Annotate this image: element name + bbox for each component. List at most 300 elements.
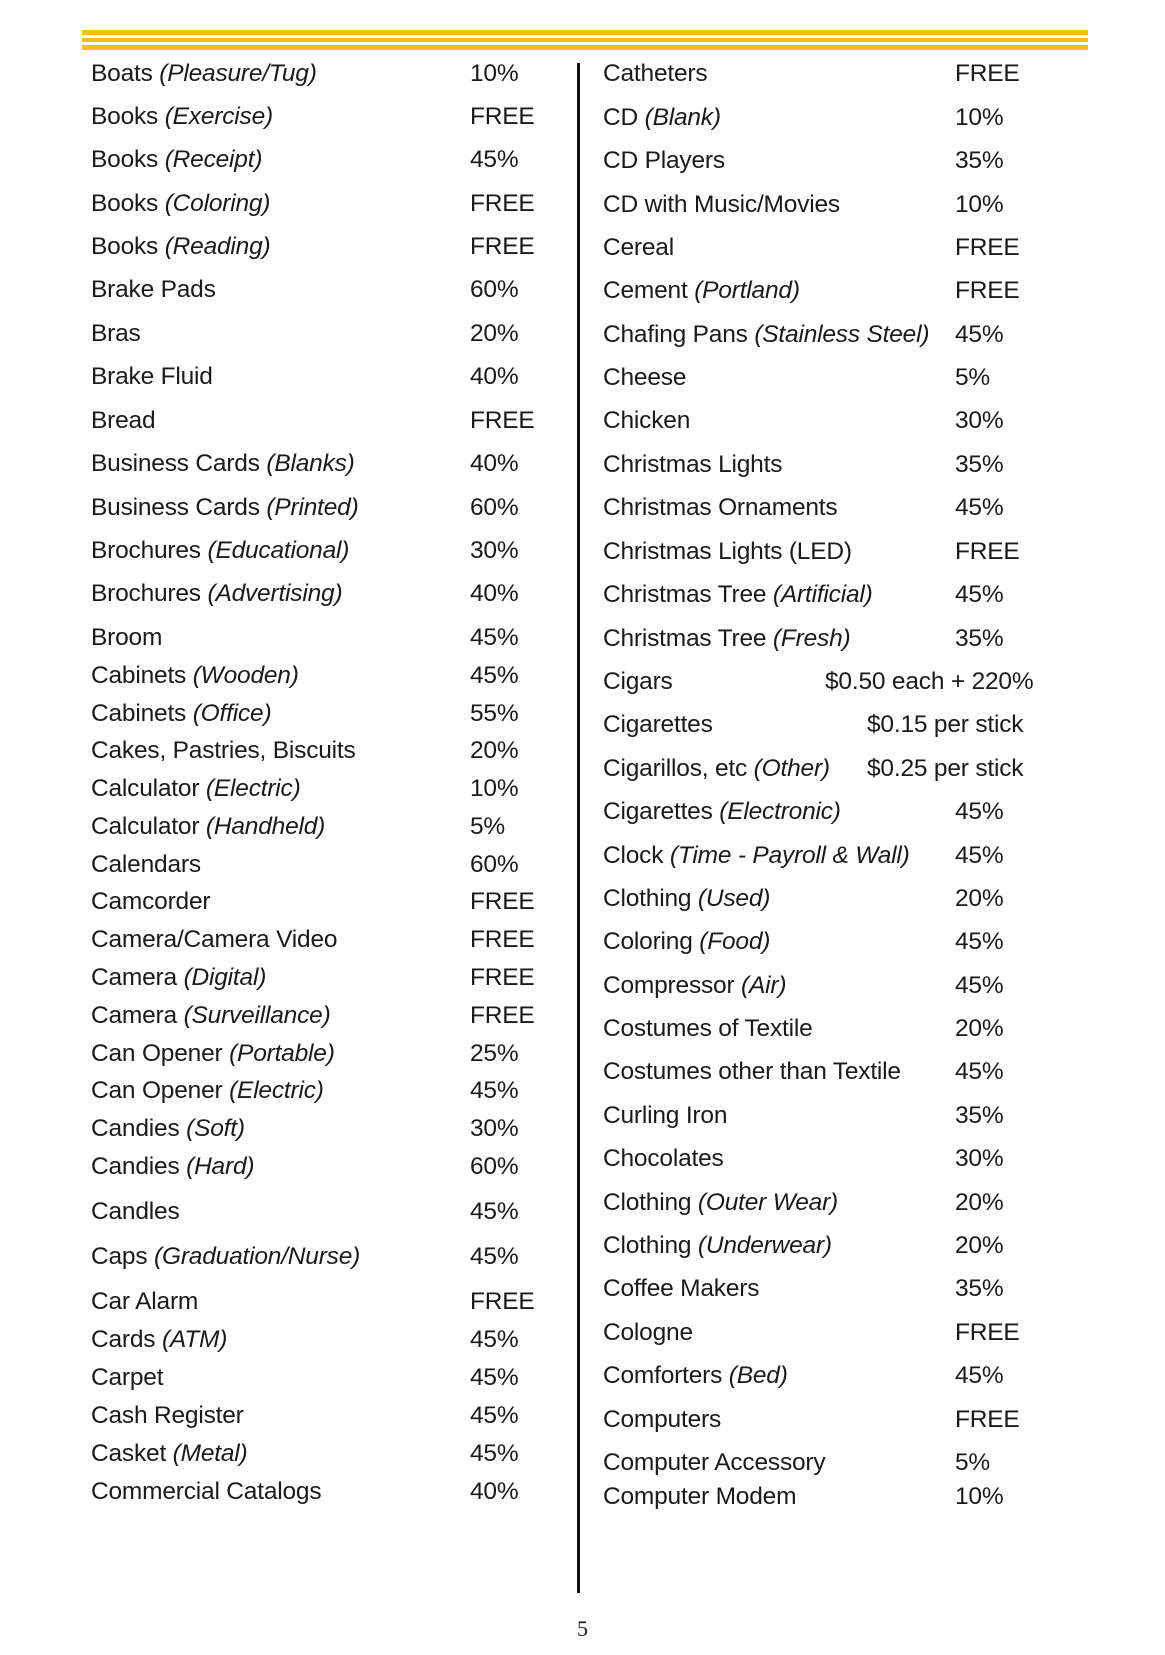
item-name: [603, 1229, 832, 1263]
item-name: [91, 772, 301, 806]
item-name: [603, 231, 674, 265]
item-name: [91, 1074, 324, 1108]
list-item: [91, 360, 561, 394]
list-item: [603, 578, 1073, 612]
list-item: [91, 1150, 561, 1184]
item-label: CD with Music/Movies: [603, 191, 840, 218]
item-label: Candies: [91, 1115, 180, 1142]
list-item: [603, 622, 1073, 656]
item-label: Cement: [603, 277, 688, 304]
item-rate: 30%: [955, 407, 1004, 434]
item-label: Brake Fluid: [91, 363, 213, 390]
list-item: [91, 734, 561, 768]
item-qualifier: (Portland): [694, 277, 800, 304]
list-item: [91, 1074, 561, 1108]
item-name: [603, 882, 770, 916]
item-qualifier: (Receipt): [164, 146, 263, 173]
item-name: [603, 274, 800, 308]
item-label: Catheters: [603, 60, 708, 87]
item-name: [603, 144, 725, 178]
list-item: [603, 1099, 1073, 1133]
item-rate: FREE: [470, 1002, 535, 1029]
item-name: [91, 273, 216, 307]
item-rate: 40%: [470, 450, 519, 477]
item-rate: FREE: [470, 1288, 535, 1315]
item-rate: FREE: [955, 538, 1020, 565]
item-qualifier: (Educational): [207, 537, 350, 564]
item-rate: 30%: [470, 1115, 519, 1142]
item-name: [603, 404, 690, 438]
item-rate: 45%: [470, 1326, 519, 1353]
item-name: [91, 404, 155, 438]
item-label: Chicken: [603, 407, 691, 434]
item-label: Camera: [91, 1002, 177, 1029]
item-qualifier: (Time - Payroll & Wall): [669, 842, 910, 869]
list-item: [91, 848, 561, 882]
item-name: [91, 577, 342, 611]
item-name: [91, 491, 359, 525]
list-item: [91, 491, 561, 525]
item-qualifier: (Air): [741, 972, 787, 999]
item-rate: 45%: [955, 321, 1004, 348]
item-name: [603, 622, 850, 656]
header-rule-line: [82, 45, 1088, 50]
item-name: [91, 885, 210, 919]
item-label: Brochures: [91, 580, 201, 607]
list-item: [91, 577, 561, 611]
header-rule: [82, 30, 1088, 52]
item-label: Cash Register: [91, 1402, 244, 1429]
item-qualifier: (Exercise): [164, 103, 273, 130]
item-label: Computer Modem: [603, 1483, 797, 1510]
list-item: [91, 810, 561, 844]
item-rate: FREE: [470, 103, 535, 130]
item-label: Calendars: [91, 851, 201, 878]
item-name: [91, 1437, 248, 1471]
item-rate: 5%: [955, 1449, 991, 1476]
header-rule-line: [82, 38, 1088, 42]
item-name: [91, 1195, 180, 1229]
list-item: [603, 448, 1073, 482]
item-qualifier: (Hard): [186, 1153, 255, 1180]
item-label: Clothing: [603, 1189, 692, 1216]
list-item: [603, 491, 1073, 525]
list-item: [91, 1285, 561, 1319]
item-label: Books: [91, 233, 159, 260]
item-rate: 10%: [955, 1483, 1004, 1510]
list-item: [91, 100, 561, 134]
item-qualifier: (Outer Wear): [697, 1189, 838, 1216]
item-rate: FREE: [955, 1319, 1020, 1346]
header-rule-line: [82, 30, 1088, 35]
item-rate: FREE: [470, 190, 535, 217]
item-name: [603, 752, 830, 786]
item-label: Chafing Pans: [603, 321, 748, 348]
item-label: Books: [91, 146, 159, 173]
list-item: [91, 659, 561, 693]
item-label: Cigarettes: [603, 711, 713, 738]
item-label: Clothing: [603, 1232, 692, 1259]
list-item: [603, 144, 1073, 178]
item-name: [603, 188, 840, 222]
item-rate: 45%: [955, 842, 1004, 869]
item-label: Brochures: [91, 537, 201, 564]
item-name: [603, 665, 673, 699]
item-label: Car Alarm: [91, 1288, 199, 1315]
list-item: [603, 882, 1073, 916]
item-qualifier: (Metal): [172, 1440, 248, 1467]
item-rate: 35%: [955, 451, 1004, 478]
item-qualifier: (Wooden): [192, 662, 299, 689]
item-rate: 45%: [470, 662, 519, 689]
item-qualifier: (Blank): [644, 104, 721, 131]
list-item: [91, 1475, 561, 1509]
item-label: Cabinets: [91, 662, 187, 689]
item-label: Computer Accessory: [603, 1449, 826, 1476]
item-rate: FREE: [955, 60, 1020, 87]
item-rate: 45%: [470, 1402, 519, 1429]
item-rate: 20%: [470, 320, 519, 347]
item-label: Curling Iron: [603, 1102, 728, 1129]
item-name: [91, 1361, 163, 1395]
list-item: [91, 621, 561, 655]
item-name: [91, 447, 355, 481]
list-item: [603, 1446, 1073, 1480]
item-label: Coffee Makers: [603, 1275, 760, 1302]
item-rate: 45%: [470, 1364, 519, 1391]
list-item: [91, 772, 561, 806]
item-rate: 30%: [470, 537, 519, 564]
item-label: Books: [91, 103, 159, 130]
item-qualifier: (Food): [699, 928, 771, 955]
item-qualifier: (Graduation/Nurse): [154, 1243, 361, 1270]
item-name: [603, 318, 929, 352]
item-name: [91, 143, 262, 177]
item-name: [603, 1012, 813, 1046]
item-name: [603, 969, 786, 1003]
list-item: [603, 404, 1073, 438]
item-label: Candles: [91, 1198, 180, 1225]
item-qualifier: (Artificial): [772, 581, 873, 608]
item-rate: FREE: [955, 1406, 1020, 1433]
item-qualifier: (Reading): [164, 233, 271, 260]
item-rate: FREE: [955, 234, 1020, 261]
item-name: [91, 1150, 254, 1184]
list-item: [603, 969, 1073, 1003]
list-item: [603, 1316, 1073, 1350]
list-item: [603, 274, 1073, 308]
item-rate: 45%: [470, 146, 519, 173]
item-label: Caps: [91, 1243, 148, 1270]
item-label: Casket: [91, 1440, 167, 1467]
item-rate: 20%: [955, 1232, 1004, 1259]
item-label: Cigarillos, etc: [603, 755, 748, 782]
item-name: [91, 659, 299, 693]
item-rate: 45%: [955, 1058, 1004, 1085]
item-rate: 45%: [470, 1077, 519, 1104]
item-label: Christmas Tree: [603, 625, 767, 652]
list-item: [603, 101, 1073, 135]
item-rate: 40%: [470, 1478, 519, 1505]
list-item: [603, 1186, 1073, 1220]
item-qualifier: (Office): [192, 700, 272, 727]
item-name: [603, 1403, 721, 1437]
list-item: [91, 57, 561, 91]
list-item: [603, 1359, 1073, 1393]
item-label: Compressor: [603, 972, 735, 999]
item-name: [603, 1186, 838, 1220]
list-item: [91, 534, 561, 568]
item-qualifier: (Underwear): [697, 1232, 832, 1259]
item-name: [91, 57, 317, 91]
item-name: [603, 1359, 788, 1393]
item-rate: 35%: [955, 625, 1004, 652]
item-qualifier: (Other): [753, 755, 830, 782]
list-item: [91, 317, 561, 351]
item-label: Camcorder: [91, 888, 211, 915]
item-name: [91, 1475, 321, 1509]
item-name: [603, 361, 686, 395]
list-item: [91, 697, 561, 731]
item-label: Cigars: [603, 668, 673, 695]
item-name: [603, 1446, 825, 1480]
item-rate: 60%: [470, 1153, 519, 1180]
item-qualifier: (Portable): [229, 1040, 335, 1067]
item-qualifier: (Digital): [183, 964, 267, 991]
item-name: [91, 1037, 335, 1071]
item-rate: 60%: [470, 276, 519, 303]
item-qualifier: (Used): [697, 885, 771, 912]
item-rate: 45%: [470, 1243, 519, 1270]
list-item: [91, 1437, 561, 1471]
item-rate: 45%: [955, 798, 1004, 825]
item-label: Cabinets: [91, 700, 187, 727]
item-rate: 45%: [955, 494, 1004, 521]
list-item: [91, 923, 561, 957]
item-name: [91, 534, 349, 568]
item-rate: 45%: [955, 928, 1004, 955]
item-label: Books: [91, 190, 159, 217]
item-rate: FREE: [470, 964, 535, 991]
item-name: [603, 578, 873, 612]
item-label: Christmas Ornaments: [603, 494, 838, 521]
item-label: Boats: [91, 60, 153, 87]
list-item: [603, 1229, 1073, 1263]
list-item: [91, 885, 561, 919]
item-label: Carpet: [91, 1364, 164, 1391]
item-qualifier: (Electronic): [719, 798, 841, 825]
item-label: Can Opener: [91, 1077, 223, 1104]
list-item: [603, 1272, 1073, 1306]
item-label: Candies: [91, 1153, 180, 1180]
item-rate: FREE: [470, 888, 535, 915]
item-name: [603, 491, 837, 525]
item-qualifier: (Coloring): [164, 190, 271, 217]
list-item: [603, 665, 1073, 699]
list-item: [91, 187, 561, 221]
item-qualifier: (Fresh): [772, 625, 851, 652]
item-name: [603, 839, 910, 873]
list-item: [603, 535, 1073, 569]
item-label: Clothing: [603, 885, 692, 912]
item-name: [91, 621, 162, 655]
page-number: 5: [577, 1616, 588, 1641]
item-rate: 35%: [955, 1275, 1004, 1302]
item-label: Bras: [91, 320, 141, 347]
item-label: Business Cards: [91, 450, 260, 477]
item-rate: 5%: [955, 364, 991, 391]
item-label: Camera/Camera Video: [91, 926, 338, 953]
list-item: [603, 1480, 1073, 1514]
item-rate: $0.50 each + 220%: [825, 668, 1034, 695]
item-rate: 45%: [955, 1362, 1004, 1389]
item-rate: 10%: [470, 775, 519, 802]
item-label: Christmas Tree: [603, 581, 767, 608]
item-name: [91, 697, 271, 731]
item-name: [603, 1142, 724, 1176]
item-label: Brake Pads: [91, 276, 216, 303]
item-name: [91, 1323, 227, 1357]
list-item: [603, 795, 1073, 829]
item-label: Cheese: [603, 364, 687, 391]
item-qualifier: (Pleasure/Tug): [159, 60, 317, 87]
item-name: [91, 961, 266, 995]
item-label: Christmas Lights (LED): [603, 538, 852, 565]
item-rate: 40%: [470, 363, 519, 390]
item-rate: 5%: [470, 813, 506, 840]
item-name: [603, 1316, 693, 1350]
list-item: [91, 230, 561, 264]
item-rate: 60%: [470, 851, 519, 878]
item-label: Costumes other than Textile: [603, 1058, 901, 1085]
list-item: [603, 188, 1073, 222]
item-name: [91, 734, 356, 768]
item-rate: $0.25 per stick: [867, 755, 1024, 782]
item-label: Can Opener: [91, 1040, 223, 1067]
item-label: Cigarettes: [603, 798, 713, 825]
item-label: Costumes of Textile: [603, 1015, 813, 1042]
item-rate: 10%: [955, 191, 1004, 218]
list-item: [603, 925, 1073, 959]
item-rate: 45%: [470, 1198, 519, 1225]
item-rate: 35%: [955, 147, 1004, 174]
item-name: [603, 1272, 759, 1306]
item-rate: 10%: [470, 60, 519, 87]
item-rate: FREE: [470, 407, 535, 434]
list-item: [603, 708, 1073, 742]
item-name: [91, 923, 337, 957]
item-name: [603, 1480, 796, 1514]
item-label: Business Cards: [91, 494, 260, 521]
list-item: [91, 1112, 561, 1146]
item-name: [603, 1055, 901, 1089]
list-item: [603, 1055, 1073, 1089]
list-item: [91, 447, 561, 481]
list-item: [91, 1399, 561, 1433]
list-item: [91, 143, 561, 177]
list-item: [603, 1403, 1073, 1437]
item-rate: 55%: [470, 700, 519, 727]
item-qualifier: (Advertising): [207, 580, 343, 607]
list-item: [91, 1361, 561, 1395]
item-label: Cologne: [603, 1319, 693, 1346]
list-item: [603, 57, 1073, 91]
list-item: [91, 404, 561, 438]
item-rate: FREE: [470, 926, 535, 953]
item-rate: 20%: [955, 1015, 1004, 1042]
list-item: [91, 1037, 561, 1071]
list-item: [603, 1142, 1073, 1176]
item-label: CD: [603, 104, 638, 131]
item-label: Commercial Catalogs: [91, 1478, 322, 1505]
item-qualifier: (Handheld): [205, 813, 326, 840]
list-item: [91, 273, 561, 307]
item-label: Clock: [603, 842, 664, 869]
item-label: Cakes, Pastries, Biscuits: [91, 737, 356, 764]
item-name: [603, 1099, 727, 1133]
item-rate: 45%: [470, 624, 519, 651]
item-rate: 10%: [955, 104, 1004, 131]
item-label: Camera: [91, 964, 177, 991]
list-item: [91, 999, 561, 1033]
item-name: [91, 230, 271, 264]
item-name: [91, 848, 201, 882]
item-label: Chocolates: [603, 1145, 724, 1172]
item-name: [603, 925, 770, 959]
item-label: Coloring: [603, 928, 693, 955]
item-label: Broom: [91, 624, 163, 651]
item-rate: 45%: [955, 972, 1004, 999]
item-qualifier: (Electric): [229, 1077, 324, 1104]
item-name: [603, 535, 852, 569]
item-label: Calculator: [91, 813, 200, 840]
item-qualifier: (Soft): [186, 1115, 245, 1142]
item-name: [91, 100, 273, 134]
item-label: Comforters: [603, 1362, 723, 1389]
item-rate: 45%: [955, 581, 1004, 608]
item-qualifier: (ATM): [161, 1326, 228, 1353]
item-rate: FREE: [955, 277, 1020, 304]
list-item: [603, 231, 1073, 265]
item-name: [603, 57, 707, 91]
item-label: Bread: [91, 407, 156, 434]
list-item: [91, 1195, 561, 1229]
item-rate: 45%: [470, 1440, 519, 1467]
item-rate: 25%: [470, 1040, 519, 1067]
item-name: [91, 1399, 244, 1433]
list-item: [603, 839, 1073, 873]
list-item: [91, 961, 561, 995]
item-rate: 30%: [955, 1145, 1004, 1172]
list-item: [603, 361, 1073, 395]
list-item: [91, 1240, 561, 1274]
item-name: [91, 360, 213, 394]
item-name: [603, 448, 782, 482]
item-rate: 20%: [470, 737, 519, 764]
item-qualifier: (Electric): [205, 775, 301, 802]
list-item: [603, 752, 1073, 786]
item-name: [91, 187, 270, 221]
item-name: [91, 1240, 360, 1274]
item-name: [91, 810, 325, 844]
item-rate: 40%: [470, 580, 519, 607]
item-label: Christmas Lights: [603, 451, 783, 478]
item-rate: 20%: [955, 1189, 1004, 1216]
item-name: [91, 1285, 198, 1319]
item-label: Computers: [603, 1406, 722, 1433]
item-qualifier: (Surveillance): [183, 1002, 331, 1029]
item-rate: 60%: [470, 494, 519, 521]
